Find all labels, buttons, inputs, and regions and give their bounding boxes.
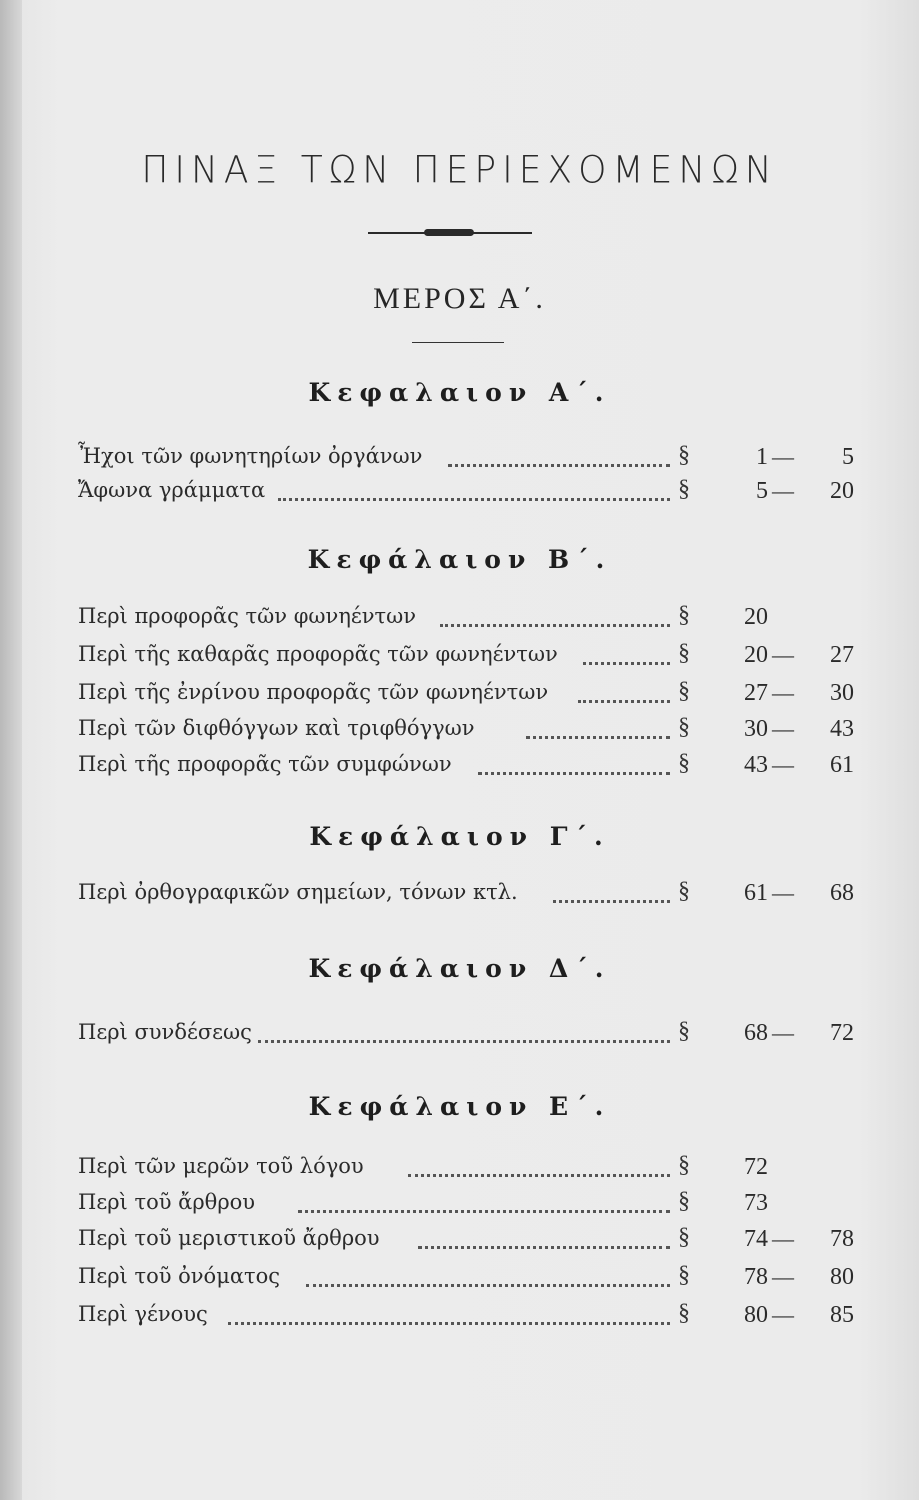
section-mark: § xyxy=(678,1152,690,1178)
toc-entry xyxy=(78,1298,858,1334)
page-title: ΠΙΝΑΞ ΤΩΝ ΠΕΡΙΕΧΟΜΕΝΩΝ xyxy=(141,148,778,193)
section-mark: § xyxy=(678,640,690,666)
entry-label: Περὶ τῆς ἐνρίνου προφορᾶς τῶν φωνηέντων xyxy=(78,680,549,704)
section-mark: § xyxy=(678,1300,690,1326)
range-dash: — xyxy=(772,1226,794,1251)
toc-entry xyxy=(78,1260,858,1296)
page-from: 80 xyxy=(744,1302,768,1328)
dot-leader xyxy=(583,648,670,665)
part-title: ΜΕΡΟΣ Α΄. xyxy=(373,282,546,315)
page-from: 1 xyxy=(756,444,768,470)
range-dash: — xyxy=(772,680,794,705)
section-mark: § xyxy=(678,714,690,740)
dot-leader xyxy=(278,484,670,501)
page-to: 30 xyxy=(830,680,854,706)
section-mark: § xyxy=(678,476,690,502)
page-from: 30 xyxy=(744,716,768,742)
toc-entry xyxy=(78,600,858,636)
dot-leader xyxy=(448,450,670,467)
toc-entry xyxy=(78,676,858,712)
chapter-heading-d: Κεφάλαιον Δ΄. xyxy=(308,954,611,983)
page-to: 27 xyxy=(830,642,854,668)
entry-label: Περὶ γένους xyxy=(78,1302,208,1326)
chapter-heading-g: Κεφάλαιον Γ΄. xyxy=(309,822,610,851)
dot-leader xyxy=(440,610,670,627)
range-dash: — xyxy=(772,444,794,469)
dot-leader xyxy=(578,686,670,703)
section-mark: § xyxy=(678,442,690,468)
range-dash: — xyxy=(772,1264,794,1289)
entry-label: Ἄφωνα γράμματα xyxy=(78,478,266,502)
dot-leader xyxy=(526,722,670,739)
entry-label: Περὶ τοῦ ἄρθρου xyxy=(78,1190,256,1214)
dot-leader xyxy=(408,1160,670,1177)
toc-entry xyxy=(78,638,858,674)
entry-label: Περὶ τοῦ μεριστικοῦ ἄρθρου xyxy=(78,1226,380,1250)
section-mark: § xyxy=(678,750,690,776)
chapter-heading-e: Κεφάλαιον Ε΄. xyxy=(308,1092,611,1121)
entry-label: Περὶ προφορᾶς τῶν φωνηέντων xyxy=(78,604,417,628)
dot-leader xyxy=(298,1196,670,1213)
section-mark: § xyxy=(678,602,690,628)
page-to: 20 xyxy=(830,478,854,504)
section-mark: § xyxy=(678,1224,690,1250)
entry-label: Περὶ τοῦ ὀνόματος xyxy=(78,1264,281,1288)
range-dash: — xyxy=(772,880,794,905)
dot-leader xyxy=(478,758,670,775)
section-mark: § xyxy=(678,1262,690,1288)
entry-label: Περὶ συνδέσεως xyxy=(78,1020,252,1044)
page-from: 20 xyxy=(744,642,768,668)
toc-entry xyxy=(78,440,858,476)
dot-leader xyxy=(306,1270,670,1287)
page-to: 80 xyxy=(830,1264,854,1290)
page-to: 68 xyxy=(830,880,854,906)
page-from: 74 xyxy=(744,1226,768,1252)
page-to: 5 xyxy=(842,444,854,470)
part-rule xyxy=(412,342,504,343)
dot-leader xyxy=(258,1026,670,1043)
page-from: 68 xyxy=(744,1020,768,1046)
range-dash: — xyxy=(772,1302,794,1327)
chapter-heading-b: Κεφάλαιον Β΄. xyxy=(307,545,612,574)
page-to: 78 xyxy=(830,1226,854,1252)
section-mark: § xyxy=(678,878,690,904)
ornament-icon xyxy=(424,229,474,236)
range-dash: — xyxy=(772,752,794,777)
page-from: 73 xyxy=(744,1190,768,1216)
range-dash: — xyxy=(772,478,794,503)
page-from: 27 xyxy=(744,680,768,706)
chapter-heading-a: Κεφαλαιον Α΄. xyxy=(308,378,611,407)
title-ornament-rule xyxy=(368,232,532,234)
toc-entry xyxy=(78,876,858,912)
toc-entry xyxy=(78,1016,858,1052)
entry-label: Περὶ ὀρθογραφικῶν σημείων, τόνων κτλ. xyxy=(78,880,518,904)
page-from: 20 xyxy=(744,604,768,630)
range-dash: — xyxy=(772,1020,794,1045)
toc-entry xyxy=(78,748,858,784)
range-dash: — xyxy=(772,716,794,741)
entry-label: Περὶ τῶν μερῶν τοῦ λόγου xyxy=(78,1154,364,1178)
page-to: 61 xyxy=(830,752,854,778)
dot-leader xyxy=(418,1232,670,1249)
page-from: 43 xyxy=(744,752,768,778)
section-mark: § xyxy=(678,678,690,704)
toc-entry xyxy=(78,1186,858,1222)
toc-entry xyxy=(78,712,858,748)
toc-entry xyxy=(78,1150,858,1186)
toc-entry xyxy=(78,474,858,510)
range-dash: — xyxy=(772,642,794,667)
page-from: 78 xyxy=(744,1264,768,1290)
entry-label: Ἦχοι τῶν φωνητηρίων ὀργάνων xyxy=(78,444,423,468)
toc-entry xyxy=(78,1222,858,1258)
page-from: 72 xyxy=(744,1154,768,1180)
entry-label: Περὶ τῆς προφορᾶς τῶν συμφώνων xyxy=(78,752,452,776)
page-to: 72 xyxy=(830,1020,854,1046)
section-mark: § xyxy=(678,1018,690,1044)
dot-leader xyxy=(228,1308,670,1325)
page-from: 5 xyxy=(756,478,768,504)
entry-label: Περὶ τῆς καθαρᾶς προφορᾶς τῶν φωνηέντων xyxy=(78,642,558,666)
dot-leader xyxy=(553,886,670,903)
page-to: 85 xyxy=(830,1302,854,1328)
page-to: 43 xyxy=(830,716,854,742)
entry-label: Περὶ τῶν διφθόγγων καὶ τριφθόγγων xyxy=(78,716,475,740)
section-mark: § xyxy=(678,1188,690,1214)
page-from: 61 xyxy=(744,880,768,906)
binding-edge xyxy=(0,0,22,1500)
